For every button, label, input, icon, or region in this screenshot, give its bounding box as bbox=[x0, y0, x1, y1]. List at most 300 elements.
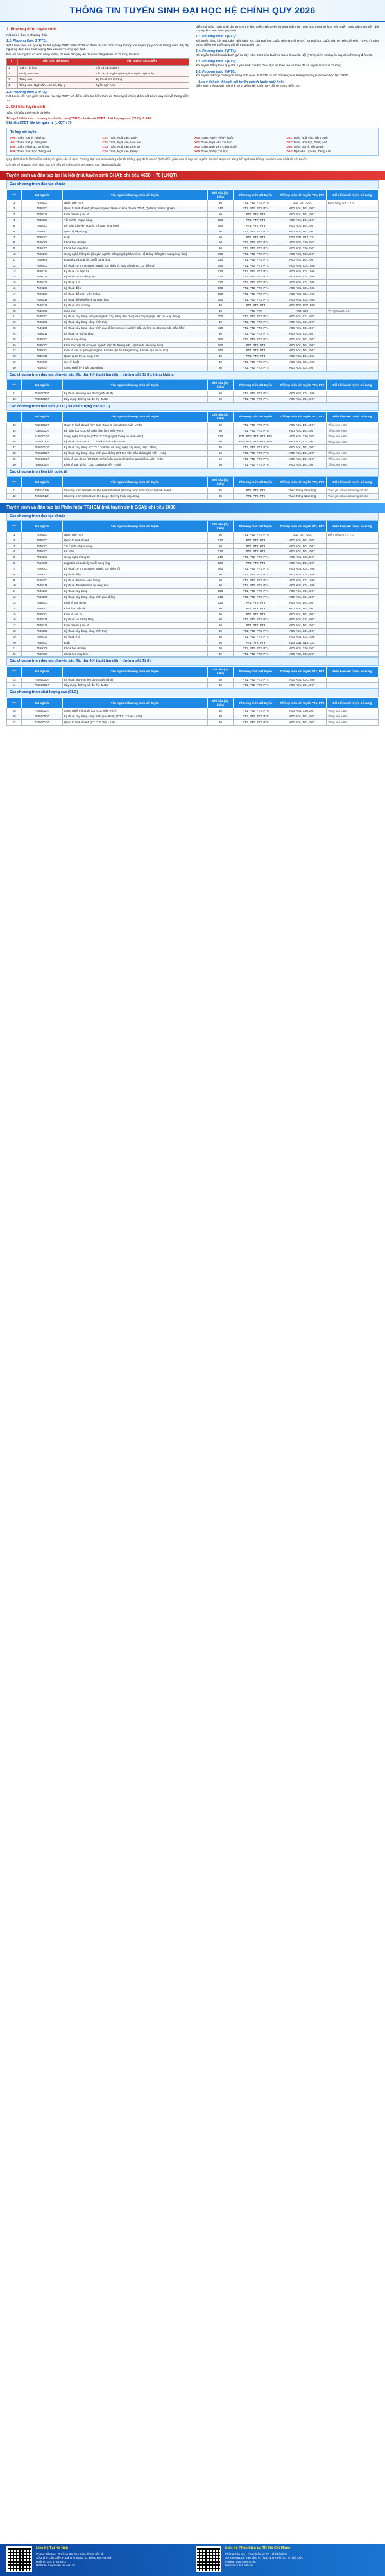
program-name: Kỹ thuật xây dựng công trình giao thông bbox=[62, 595, 207, 600]
program-quota: 60 bbox=[207, 532, 234, 538]
row-index: 32 bbox=[7, 396, 22, 402]
program-code: 7580201 bbox=[22, 589, 63, 595]
program-combos: A00, A01, C01, D07 bbox=[278, 683, 326, 688]
program-name: Kỹ thuật môi trường bbox=[62, 302, 207, 308]
combo-item: D01: Toán, Ngữ văn, Tiếng Anh bbox=[286, 136, 328, 139]
program-code: 7520103QT bbox=[22, 439, 63, 445]
program-code: 7340301 bbox=[22, 223, 63, 229]
program-code: 7580301 bbox=[22, 600, 63, 606]
mini-table-cell: 4 bbox=[7, 82, 18, 88]
program-row bbox=[7, 212, 379, 218]
program-name: Quản lý đô thị và công trình bbox=[62, 354, 207, 360]
program-combos: A00, X00 bbox=[278, 308, 326, 314]
program-code: 7520114 bbox=[22, 268, 63, 274]
program-row bbox=[7, 543, 379, 549]
row-index: 12 bbox=[7, 595, 22, 600]
program-name: Kế toán (chuyên ngành: Kế toán tổng hợp) bbox=[62, 223, 207, 229]
program-row bbox=[7, 268, 379, 274]
program-combos: A00, A01, C01, X06 bbox=[278, 274, 326, 280]
program-code: 7580205 bbox=[22, 326, 63, 331]
combo-code: D01 bbox=[286, 136, 292, 139]
row-index: 22 bbox=[7, 651, 22, 657]
column-header: Chỉ tiêu (dự kiến) bbox=[207, 189, 234, 200]
row-index: 14 bbox=[7, 274, 22, 280]
program-methods: PT1, PT2, PT3 bbox=[234, 623, 278, 629]
program-methods: PT1, PT2, PT3, PT4 bbox=[234, 337, 278, 342]
program-name: Công nghệ thông tin (CT CLC Công nghệ thông tin Việt - Anh) bbox=[62, 434, 207, 439]
program-table-header-row bbox=[7, 666, 379, 677]
program-code: 7520201 bbox=[22, 572, 63, 577]
program-methods: PT1, PT2, PT3 bbox=[234, 218, 278, 223]
program-code: 7340101 bbox=[22, 538, 63, 543]
program-row bbox=[7, 342, 379, 348]
program-methods: PT1, PT2, PT3 bbox=[234, 549, 278, 555]
qr-code-icon[interactable] bbox=[6, 2546, 32, 2572]
program-row bbox=[7, 263, 379, 268]
program-name: Kinh tế xây dựng bbox=[62, 337, 207, 342]
program-row bbox=[7, 606, 379, 611]
program-name: Xây dựng đường sắt đô thị - Metro bbox=[62, 683, 207, 688]
program-condition bbox=[326, 617, 378, 623]
column-header: Mã ngành bbox=[22, 380, 63, 391]
row-index: 7 bbox=[7, 234, 22, 240]
program-code: 7580205 bbox=[22, 595, 63, 600]
method-3-heading: 1.3. Phương thức 3 (PT3): bbox=[196, 35, 237, 39]
program-combos: A00, A01, C01, X06 bbox=[278, 583, 326, 589]
program-name: Công nghệ kỹ thuật giao thông bbox=[62, 365, 207, 371]
row-index: 40 bbox=[7, 462, 22, 468]
program-quota: 40 bbox=[207, 677, 234, 683]
column-header: TT bbox=[7, 666, 22, 677]
row-index: 20 bbox=[7, 308, 22, 314]
column-header: Tên ngành/chương trình xét tuyển bbox=[62, 411, 207, 422]
row-index: 11 bbox=[7, 589, 22, 595]
column-header: Mã ngành bbox=[22, 411, 63, 422]
program-methods: PT1, PT2, PT3, PT4 bbox=[234, 629, 278, 635]
program-row bbox=[7, 532, 379, 538]
program-code: 7580101 bbox=[22, 308, 63, 314]
program-condition bbox=[326, 611, 378, 617]
combo-item: B08: Toán, Sinh học, Tiếng Anh bbox=[10, 149, 52, 153]
program-name: Kỹ thuật điện bbox=[62, 572, 207, 577]
row-index: 33 bbox=[7, 422, 22, 428]
column-header: Mã ngành bbox=[22, 666, 63, 677]
program-code: 7580205QT bbox=[22, 396, 63, 402]
program-name: Chương trình liên kết với ĐH Leeds Beckett (Vương quốc Anh): Quản trị kinh doanh bbox=[62, 487, 207, 493]
program-row bbox=[7, 302, 379, 308]
program-combos: A00, A01, D01, D07 bbox=[278, 229, 326, 234]
program-code: 7220201 bbox=[22, 200, 63, 206]
program-code: 7520320 bbox=[22, 302, 63, 308]
program-condition: Theo yêu cầu của trường đối tác bbox=[326, 487, 378, 493]
program-table-header-row bbox=[7, 380, 379, 391]
program-row bbox=[7, 677, 379, 683]
combo-code: D10 bbox=[286, 145, 292, 148]
program-name: Kỹ thuật cơ sở hạ tầng bbox=[62, 617, 207, 623]
program-code: 7840110 bbox=[22, 354, 63, 360]
program-combos: A00, A01, D01, D07 bbox=[278, 428, 326, 434]
program-code: 7340101 bbox=[22, 206, 63, 212]
program-group-heading: Các chương trình đào tạo chuyên sâu đặc thù: Kỹ thuật tàu điện - đường sắt đô thị, hàng không bbox=[6, 371, 379, 380]
program-combos: A00, A01, D01, D07 bbox=[278, 451, 326, 457]
method-5-text: Xét tuyển thẳng theo quy chế tuyển sinh của Bộ Giáo dục và Đào tạo và theo đề án tuyển sinh của Trường. bbox=[196, 64, 343, 68]
program-row bbox=[7, 223, 379, 229]
program-condition bbox=[326, 683, 378, 688]
program-combos: A00, A01, X06, D07 bbox=[278, 645, 326, 651]
program-quota: 40 bbox=[207, 302, 234, 308]
column-header: TT bbox=[7, 697, 22, 708]
program-methods: PT1, PT2, PT3 bbox=[234, 606, 278, 611]
program-combos: D01, D07, D14 bbox=[278, 532, 326, 538]
program-methods: PT1, PT2, PT3, PT6 bbox=[234, 532, 278, 538]
program-methods: PT1, PT2, PT3, PT4 bbox=[234, 252, 278, 258]
program-condition bbox=[326, 246, 378, 252]
program-quota: 40 bbox=[207, 629, 234, 635]
program-name: Khoa học dữ liệu bbox=[62, 240, 207, 246]
program-quota: 60 bbox=[207, 439, 234, 445]
program-quota: 160 bbox=[207, 342, 234, 348]
program-methods: PT1, PT2, PT3, PT4 bbox=[234, 320, 278, 326]
column-header: TT bbox=[7, 521, 22, 532]
program-quota: 120 bbox=[207, 280, 234, 286]
program-row bbox=[7, 617, 379, 623]
program-quota: 160 bbox=[207, 348, 234, 354]
program-code: 7340120 bbox=[22, 212, 63, 218]
row-index: 18 bbox=[7, 297, 22, 302]
program-code: 7580210 bbox=[22, 331, 63, 337]
combo-code: D07 bbox=[286, 140, 292, 144]
program-combos: A00, A01, X06, D07 bbox=[278, 240, 326, 246]
program-methods: PT1, PT2, PT3, PT4 bbox=[234, 391, 278, 397]
exam-subject-table bbox=[6, 58, 189, 88]
program-condition: Tiếng Anh ≥ 6.0 bbox=[326, 422, 378, 428]
program-row bbox=[7, 561, 379, 566]
program-table-header-row bbox=[7, 411, 379, 422]
program-condition bbox=[326, 348, 378, 354]
program-row bbox=[7, 326, 379, 331]
column-header: Tổ hợp môn xét tuyển PT1, PT2 bbox=[278, 477, 326, 487]
program-combos: A00, A01, D01, D07 bbox=[278, 422, 326, 428]
program-code: 7340301QT bbox=[22, 428, 63, 434]
program-name: Kỹ thuật xây dựng công trình thủy bbox=[62, 320, 207, 326]
method-1-note: Đối với các ngành có môn năng khiếu, thí sinh đăng ký dự thi môn năng khiếu do Trường tổ chức. bbox=[6, 53, 141, 57]
program-condition bbox=[326, 555, 378, 561]
program-quota: 60 bbox=[207, 577, 234, 583]
program-row bbox=[7, 645, 379, 651]
program-row bbox=[7, 252, 379, 258]
row-index: 6 bbox=[7, 561, 22, 566]
program-methods: PT1, PT2, PT3, PT4 bbox=[234, 555, 278, 561]
program-row bbox=[7, 391, 379, 397]
section-heading-methods: 1. Phương thức tuyển sinh: bbox=[6, 28, 57, 31]
program-combos: A00, A01, D01, C04 bbox=[278, 354, 326, 360]
program-name: Kinh tế xây dựng bbox=[62, 600, 207, 606]
program-row bbox=[7, 337, 379, 342]
program-methods: PT1, PT2, PT3, PT4 bbox=[234, 583, 278, 589]
program-condition bbox=[326, 274, 378, 280]
column-header: Mã ngành bbox=[22, 697, 63, 708]
program-condition: Tiếng Anh ≥ 6.0 bbox=[326, 428, 378, 434]
column-header: Điều kiện xét tuyển bổ sung bbox=[326, 380, 378, 391]
combo-code: C04 bbox=[102, 149, 108, 153]
program-row bbox=[7, 229, 379, 234]
program-name: Kiến trúc bbox=[62, 308, 207, 314]
mini-table-header: Tên ngành xét tuyển bbox=[94, 59, 189, 65]
program-name: Quản trị kinh doanh (chuyên ngành: Quản trị kinh doanh GTVT, Quản trị doanh nghiệp) bbox=[62, 206, 207, 212]
program-code: 7580202 bbox=[22, 320, 63, 326]
quota-callout-total: Tổng chỉ tiêu các chương trình đào tạo (CTĐT) chuẩn và CTĐT chất lượng cao (CLC): 6.660 bbox=[6, 116, 151, 121]
combo-code: C03 bbox=[102, 145, 108, 148]
program-quota: 40 bbox=[207, 683, 234, 688]
program-name: Kỹ thuật phương tiện đường sắt đô thị bbox=[62, 677, 207, 683]
program-condition bbox=[326, 640, 378, 645]
program-methods: PT1, PT2, PT3 bbox=[234, 342, 278, 348]
mini-table-row bbox=[7, 76, 189, 82]
program-code: 7480201QT bbox=[22, 708, 63, 714]
program-combos: D01, D07, D14 bbox=[278, 200, 326, 206]
program-table bbox=[6, 697, 379, 726]
program-quota: 40 bbox=[207, 708, 234, 714]
row-index: 13 bbox=[7, 600, 22, 606]
program-name: Kinh tế xây dựng (CT CLC Kinh tế xây dựng công trình giao thông Việt - Anh) bbox=[62, 456, 207, 462]
contact-hcm-title: Liên hệ Phân hiệu tại TP. Hồ Chí Minh: bbox=[225, 2546, 291, 2550]
program-quota: 40 bbox=[207, 651, 234, 657]
program-quota: 40 bbox=[207, 308, 234, 314]
program-methods: PT1, PT2, PT3 bbox=[234, 543, 278, 549]
mini-table-cell: Tất cả các ngành (trừ ngành Ngôn ngữ Anh) bbox=[94, 71, 189, 76]
combo-item: C02: Toán, Ngữ văn, Hóa học bbox=[102, 140, 142, 144]
qr-code-icon[interactable] bbox=[196, 2546, 221, 2572]
combo-note: Quy định chênh lệch điểm xét tuyển giữa các tổ hợp: Trường Đại học Giao thông vận tải không quy định chênh lệch điểm giữa các tổ hợp xét tuyển; thí sinh được sử dụng kết quả của tổ hợp có điểm cao nhất để xét tuyển. bbox=[6, 157, 308, 161]
program-combos: A00, A01, C01, X06 bbox=[278, 263, 326, 268]
program-name: Khai thác vận tải (chuyên ngành: Vận tải đường sắt, Vận tải đa phương thức) bbox=[62, 342, 207, 348]
combo-code: X00 bbox=[194, 136, 200, 139]
program-table bbox=[6, 189, 379, 371]
program-condition bbox=[326, 561, 378, 566]
row-index: 37 bbox=[7, 445, 22, 451]
program-condition bbox=[326, 589, 378, 595]
row-index: 4 bbox=[7, 549, 22, 555]
program-name: Kỹ thuật điện bbox=[62, 286, 207, 292]
column-header: Phương thức xét tuyển bbox=[234, 697, 278, 708]
program-methods: PT1, PT2, PT3 bbox=[234, 348, 278, 354]
program-combos: A00, A01, D01, D07 bbox=[278, 212, 326, 218]
program-methods: PT1, PT2, PT3, PT4 bbox=[234, 286, 278, 292]
column-header: Tổ hợp môn xét tuyển PT1, PT2 bbox=[278, 666, 326, 677]
row-index: 27 bbox=[7, 348, 22, 354]
program-condition bbox=[326, 600, 378, 606]
program-name: Kỹ thuật điều khiển và tự động hóa bbox=[62, 297, 207, 302]
program-methods: PT1, PT2, PT3, PT4 bbox=[234, 257, 278, 263]
program-code: 7520130 bbox=[22, 280, 63, 286]
program-quota: 80 bbox=[207, 606, 234, 611]
column-header: Tên ngành/chương trình xét tuyển bbox=[62, 521, 207, 532]
program-row bbox=[7, 354, 379, 360]
program-methods: PT1, PT2, PT3, PT4 bbox=[234, 206, 278, 212]
program-quota: 120 bbox=[207, 434, 234, 439]
program-combos: A00, A01, D01, D07 bbox=[278, 538, 326, 543]
combo-code: C02 bbox=[102, 140, 108, 144]
row-index: 5 bbox=[7, 223, 22, 229]
program-row bbox=[7, 308, 379, 314]
row-index: 39 bbox=[7, 456, 22, 462]
row-index: 13 bbox=[7, 268, 22, 274]
program-combos: A00, A01, C01, X06 bbox=[278, 577, 326, 583]
program-combos: A00, A01, C01, D07 bbox=[278, 439, 326, 445]
program-code: 7580205QT bbox=[22, 683, 63, 688]
row-index: 11 bbox=[7, 257, 22, 263]
program-methods: PT1, PT2, PT6 bbox=[234, 487, 278, 493]
program-quota: 120 bbox=[207, 561, 234, 566]
program-methods: PT1, PT2, PT3, PT4 bbox=[234, 326, 278, 331]
program-condition bbox=[326, 286, 378, 292]
program-condition bbox=[326, 297, 378, 302]
combo-item: C04: Toán, Ngữ văn, Địa lý bbox=[102, 149, 138, 153]
program-methods: PT1, PT2, PT3 bbox=[234, 354, 278, 360]
intro-right-column bbox=[196, 26, 379, 125]
program-quota: 120 bbox=[207, 218, 234, 223]
program-condition bbox=[326, 223, 378, 229]
program-condition bbox=[326, 252, 378, 258]
program-name: Kỹ thuật cơ sở hạ tầng bbox=[62, 331, 207, 337]
program-row bbox=[7, 462, 379, 468]
program-condition bbox=[326, 320, 378, 326]
program-group-heading: Các chương trình liên kết quốc tế bbox=[6, 468, 379, 477]
program-code: 7580201LK bbox=[22, 493, 63, 499]
program-methods: PT1, PT2, PT3, PT6 bbox=[234, 428, 278, 434]
program-name: Kinh tế vận tải (chuyên ngành: Kinh tế vận tải hàng không, Kinh tế vận tải du lịch) bbox=[62, 348, 207, 354]
column-header: TT bbox=[7, 380, 22, 391]
program-combos: A00, A01, D01, D07 bbox=[278, 623, 326, 629]
program-quota: 120 bbox=[207, 600, 234, 606]
program-group-heading: Các chương trình đào tạo chuẩn bbox=[6, 513, 379, 521]
row-index: 23 bbox=[7, 326, 22, 331]
program-name: Công nghệ thông tin (CT CLC Việt - Anh) bbox=[62, 708, 207, 714]
row-index: 7 bbox=[7, 566, 22, 572]
row-index: 10 bbox=[7, 583, 22, 589]
program-combos: A00, A01, C01, X06 bbox=[278, 268, 326, 274]
program-name: Kinh tế vận tải (CT CLC Logistics Việt - Anh) bbox=[62, 462, 207, 468]
contact-hanoi bbox=[6, 2546, 189, 2573]
program-row bbox=[7, 640, 379, 645]
row-index: 3 bbox=[7, 212, 22, 218]
program-combos: A00, A01, X06, D07 bbox=[278, 708, 326, 714]
program-code: 7520101 bbox=[22, 360, 63, 365]
program-name: Kỹ thuật ô tô bbox=[62, 280, 207, 286]
program-quota: 60 bbox=[207, 635, 234, 640]
program-code: 7580201QT bbox=[22, 445, 63, 451]
program-quota: 60 bbox=[207, 200, 234, 206]
row-index: 12 bbox=[7, 263, 22, 268]
combo-item: A01: Toán, Vật lý, Tiếng Anh bbox=[10, 140, 47, 144]
program-combos: A00, A01, D01, D07 bbox=[278, 714, 326, 720]
program-code: 7520103QT bbox=[22, 677, 63, 683]
mini-table-cell: 2 bbox=[7, 71, 18, 76]
program-code: 7520216 bbox=[22, 297, 63, 302]
program-name: Cơ kỹ thuật bbox=[62, 360, 207, 365]
program-table-header-row bbox=[7, 521, 379, 532]
program-name: Tài chính - Ngân hàng bbox=[62, 218, 207, 223]
program-quota: 60 bbox=[207, 451, 234, 457]
program-combos: A00, A01, D01, D07 bbox=[278, 206, 326, 212]
program-methods: PT1, PT2, PT3, PT4 bbox=[234, 229, 278, 234]
row-index: 28 bbox=[7, 354, 22, 360]
program-name: Kinh doanh quốc tế bbox=[62, 212, 207, 218]
program-condition bbox=[326, 396, 378, 402]
program-methods: PT1, PT2, PT3, PT4 bbox=[234, 314, 278, 320]
program-condition bbox=[326, 577, 378, 583]
program-name: Khai thác vận tải bbox=[62, 606, 207, 611]
program-combos: A00, A01, C01, X06 bbox=[278, 391, 326, 397]
program-combos: A00, A01, X06, D07 bbox=[278, 434, 326, 439]
combo-code: D14 bbox=[286, 149, 292, 153]
program-methods: PT1, PT2, PT3, PT6 bbox=[234, 456, 278, 462]
program-methods: PT1, PT2, PT3, PT4, PT6 bbox=[234, 439, 278, 445]
program-row bbox=[7, 234, 379, 240]
program-quota: 120 bbox=[207, 589, 234, 595]
combo-item: C03: Toán, Ngữ văn, Lịch sử bbox=[102, 145, 141, 148]
program-combos: A00, A01, D01, D07 bbox=[278, 348, 326, 354]
program-condition bbox=[326, 331, 378, 337]
program-methods: PT1, PT2 bbox=[234, 308, 278, 314]
program-name: Khoa học dữ liệu bbox=[62, 645, 207, 651]
combo-code: A01 bbox=[10, 140, 16, 144]
program-methods: PT1, PT2, PT3, PT4 bbox=[234, 589, 278, 595]
program-methods: PT1, PT2, PT3, PT4 bbox=[234, 617, 278, 623]
mini-table-cell: Vật lý, Hóa học bbox=[17, 71, 94, 76]
row-index: 16 bbox=[7, 286, 22, 292]
program-quota: 160 bbox=[207, 566, 234, 572]
program-table bbox=[6, 411, 379, 468]
method-1-heading: 1.1. Phương thức 1 (PT1): bbox=[6, 39, 47, 44]
program-combos: A00, A01, C01, D07 bbox=[278, 589, 326, 595]
program-quota: 60 bbox=[207, 543, 234, 549]
program-name: Kỹ thuật xây dựng công trình giao thông (CT tiên tiến Cầu đường bộ Việt - Anh) bbox=[62, 451, 207, 457]
program-name: Quản trị kinh doanh (CT CLC Quản trị kinh doanh Việt - Anh) bbox=[62, 422, 207, 428]
program-methods: PT1, PT2, PT3, PT4 bbox=[234, 360, 278, 365]
row-index: 1 bbox=[7, 200, 22, 206]
program-name: Luật bbox=[62, 234, 207, 240]
program-row bbox=[7, 320, 379, 326]
program-code: 7520130 bbox=[22, 635, 63, 640]
program-row bbox=[7, 708, 379, 714]
contact-line: Phòng Đào tạo - Phân hiệu tại TP. Hồ Chí Minh bbox=[225, 2552, 287, 2555]
program-combos: A00, A01, C01, D07 bbox=[278, 595, 326, 600]
column-header: Tên ngành/chương trình xét tuyển bbox=[62, 380, 207, 391]
contact-hanoi-title: Liên hệ Tại Hà Nội: bbox=[36, 2546, 69, 2550]
method-4-text: Xét tuyển theo kết quả đánh giá tư duy năm 2026 của Đại học Bách khoa Hà Nội (TSA); điểm xét tuyển quy đổi về thang điểm 30. bbox=[196, 54, 373, 58]
contact-line: Phòng Đào tạo - Trường Đại học Giao thông vận tải bbox=[36, 2552, 104, 2555]
banner-hanoi: Tuyển sinh và đào tạo tại Hà Nội (mã tuyển sinh GHA): chỉ tiêu 4660 + 70 (LKQT) bbox=[0, 171, 385, 180]
program-condition: Điểm tiếng Anh ≥ 7.0 bbox=[326, 200, 378, 206]
column-header: Tổ hợp môn xét tuyển PT1, PT2 bbox=[278, 521, 326, 532]
program-methods: PT1, PT2, PT3, PT6 bbox=[234, 462, 278, 468]
program-name: Ngôn ngữ Anh bbox=[62, 200, 207, 206]
program-row bbox=[7, 274, 379, 280]
contact-line: Số 450-451 Lê Văn Việt, P. Tăng Nhơn Phú A, TP. Thủ Đức bbox=[225, 2555, 304, 2559]
program-name: Chương trình liên kết với ĐH Liège (Bỉ): Kỹ thuật xây dựng bbox=[62, 493, 207, 499]
method-3-text: Xét tuyển theo kết quả đánh giá năng lực của Đại học Quốc gia Hà Nội (HSA) và Đại học Quốc gia TP. Hồ Chí Minh (V-ACT) năm 2026; điểm xét tuyển quy đổi về thang điểm 30. bbox=[196, 40, 379, 48]
program-condition: Điểm tiếng Anh ≥ 7.0 bbox=[326, 532, 378, 538]
row-index: 30 bbox=[7, 365, 22, 371]
program-methods: PT1, PT2, PT3, PT6 bbox=[234, 714, 278, 720]
row-index: 2 bbox=[7, 538, 22, 543]
program-code: 7520103 bbox=[22, 566, 63, 572]
row-index: 19 bbox=[7, 635, 22, 640]
program-quota: 360 bbox=[207, 263, 234, 268]
column-header: Tổ hợp môn xét tuyển PT1, PT2 bbox=[278, 380, 326, 391]
column-header: Điều kiện xét tuyển bổ sung bbox=[326, 477, 378, 487]
